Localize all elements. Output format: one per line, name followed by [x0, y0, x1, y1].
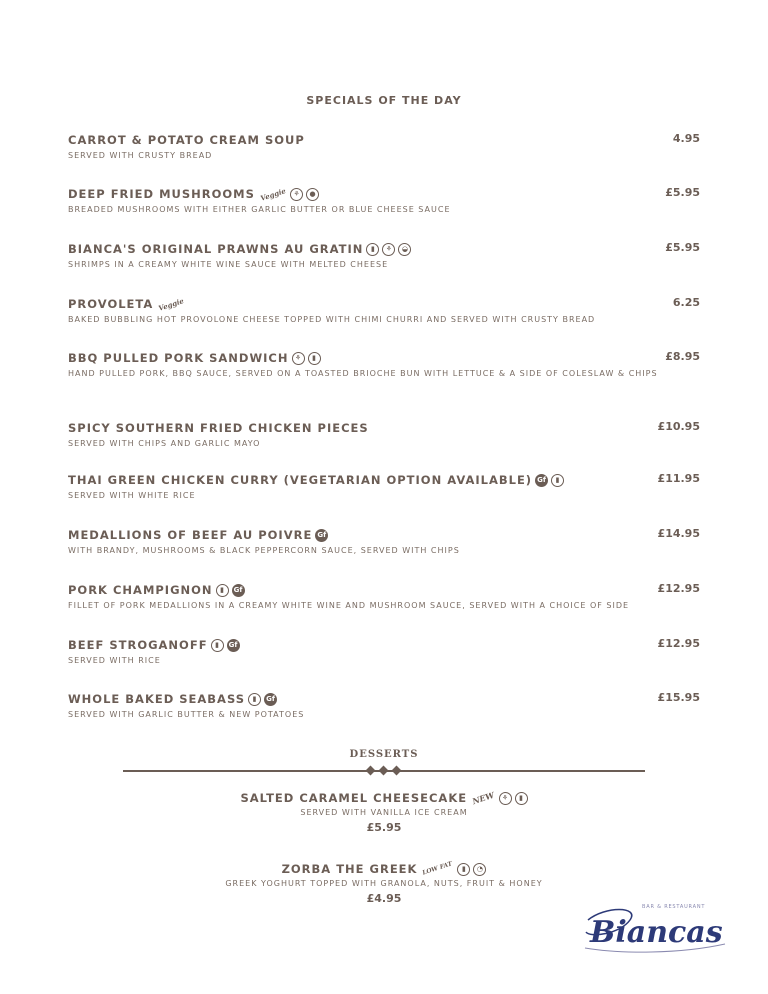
menu-item-description: BREADED MUSHROOMS WITH EITHER GARLIC BUTTER OR BLUE CHEESE SAUCE [68, 205, 451, 214]
milk-icon: ▮ [248, 693, 261, 706]
menu-item-name: MEDALLIONS OF BEEF AU POIVRE Gf [68, 527, 700, 543]
menu-item [68, 132, 700, 162]
desserts-heading: DESSERTS [349, 749, 419, 760]
milk-icon: ▮ [308, 352, 321, 365]
menu-item [68, 472, 700, 502]
menu-item [68, 420, 700, 450]
gluten-free-icon: Gf [227, 639, 240, 652]
gluten-free-icon: Gf [535, 474, 548, 487]
menu-item [68, 637, 700, 667]
menu-item-description: WITH BRANDY, MUSHROOMS & BLACK PEPPERCORN SAUCE, SERVED WITH CHIPS [68, 546, 460, 555]
menu-item-description: SERVED WITH GARLIC BUTTER & NEW POTATOES [68, 710, 305, 719]
milk-icon: ▮ [366, 243, 379, 256]
milk-icon: ▮ [551, 474, 564, 487]
menu-item [68, 527, 700, 557]
milk-icon: ▮ [515, 792, 528, 805]
menu-item-price: £14.95 [657, 527, 700, 540]
menu-item-price: £8.95 [665, 350, 700, 363]
menu-item-price: £10.95 [657, 420, 700, 433]
menu-item-price: £5.95 [665, 186, 700, 199]
menu-item-price: £12.95 [657, 582, 700, 595]
menu-item-description: FILLET OF PORK MEDALLIONS IN A CREAMY WHITE WINE AND MUSHROOM SAUCE, SERVED WITH A CHOICE OF SIDE [68, 601, 630, 610]
milk-icon: ▮ [216, 584, 229, 597]
menu-item-description: SERVED WITH CHIPS AND GARLIC MAYO [68, 439, 261, 448]
wheat-icon: ⚘ [290, 188, 303, 201]
page-title: SPECIALS OF THE DAY [306, 94, 462, 107]
wheat-icon: ⚘ [382, 243, 395, 256]
gluten-free-icon: Gf [264, 693, 277, 706]
new-tag: NEW [471, 789, 496, 807]
menu-item [68, 582, 700, 612]
dessert-price: £4.95 [366, 892, 402, 905]
menu-item-name: THAI GREEN CHICKEN CURRY (VEGETARIAN OPTION AVAILABLE) Gf ▮ [68, 472, 700, 488]
wheat-icon: ⚘ [292, 352, 305, 365]
low-fat-tag: LOW FAT [421, 860, 454, 877]
dessert-price: £5.95 [366, 821, 402, 834]
gluten-free-icon: Gf [232, 584, 245, 597]
menu-item-price: 6.25 [672, 296, 700, 309]
menu-item [68, 186, 700, 216]
menu-item [68, 691, 700, 721]
menu-item [68, 241, 700, 271]
menu-item-name: BIANCA'S ORIGINAL PRAWNS AU GRATIN ▮ ⚘ ◒ [68, 241, 700, 257]
egg-icon: ● [306, 188, 319, 201]
menu-item-name: BBQ PULLED PORK SANDWICH ⚘ ▮ [68, 350, 700, 366]
menu-item-description: HAND PULLED PORK, BBQ SAUCE, SERVED ON A TOASTED BRIOCHE BUN WITH LETTUCE & A SIDE OF COLESLAW & CHIPS [68, 369, 658, 378]
dessert-description: SERVED WITH VANILLA ICE CREAM [300, 808, 468, 817]
menu-item-description: SERVED WITH WHITE RICE [68, 491, 196, 500]
ornamental-divider [123, 764, 645, 778]
menu-item-price: 4.95 [672, 132, 700, 145]
dessert-item [0, 787, 768, 834]
menu-item-name: DEEP FRIED MUSHROOMS Veggie ⚘ ● [68, 186, 700, 202]
menu-item [68, 350, 700, 380]
dessert-name: ZORBA THE GREEK LOW FAT ▮ ◔ [282, 861, 487, 877]
menu-item [68, 296, 700, 326]
menu-item-description: SHRIMPS IN A CREAMY WHITE WINE SAUCE WITH MELTED CHEESE [68, 260, 389, 269]
biancas-logo [580, 898, 730, 958]
dessert-description: GREEK YOGHURT TOPPED WITH GRANOLA, NUTS, FRUIT & HONEY [225, 879, 543, 888]
nuts-icon: ◔ [473, 863, 486, 876]
veggie-tag: Veggie [157, 295, 186, 313]
menu-item-name: CARROT & POTATO CREAM SOUP [68, 133, 305, 147]
gluten-free-icon: Gf [315, 529, 328, 542]
svg-text:BAR & RESTAURANT: BAR & RESTAURANT [642, 904, 706, 910]
menu-item-price: £12.95 [657, 637, 700, 650]
menu-item-price: £5.95 [665, 241, 700, 254]
menu-item-name: PORK CHAMPIGNON ▮ Gf [68, 582, 700, 598]
menu-item-description: SERVED WITH RICE [68, 656, 161, 665]
menu-item-name: WHOLE BAKED SEABASS ▮ Gf [68, 691, 700, 707]
veggie-tag: Veggie [259, 185, 287, 203]
menu-item-name: BEEF STROGANOFF ▮ Gf [68, 637, 700, 653]
menu-item-price: £15.95 [657, 691, 700, 704]
menu-item-price: £11.95 [657, 472, 700, 485]
shellfish-icon: ◒ [398, 243, 411, 256]
menu-item-description: BAKED BUBBLING HOT PROVOLONE CHEESE TOPPED WITH CHIMI CHURRI AND SERVED WITH CRUSTY BREAD [68, 315, 596, 324]
menu-item-name: PROVOLETA Veggie [68, 295, 186, 313]
svg-text:Biancas: Biancas [590, 915, 723, 950]
milk-icon: ▮ [457, 863, 470, 876]
menu-item-description: SERVED WITH CRUSTY BREAD [68, 151, 213, 160]
dessert-name: SALTED CARAMEL CHEESECAKE NEW ⚘ ▮ [240, 790, 527, 806]
wheat-icon: ⚘ [499, 792, 512, 805]
milk-icon: ▮ [211, 639, 224, 652]
menu-item-name: SPICY SOUTHERN FRIED CHICKEN PIECES [68, 421, 369, 435]
